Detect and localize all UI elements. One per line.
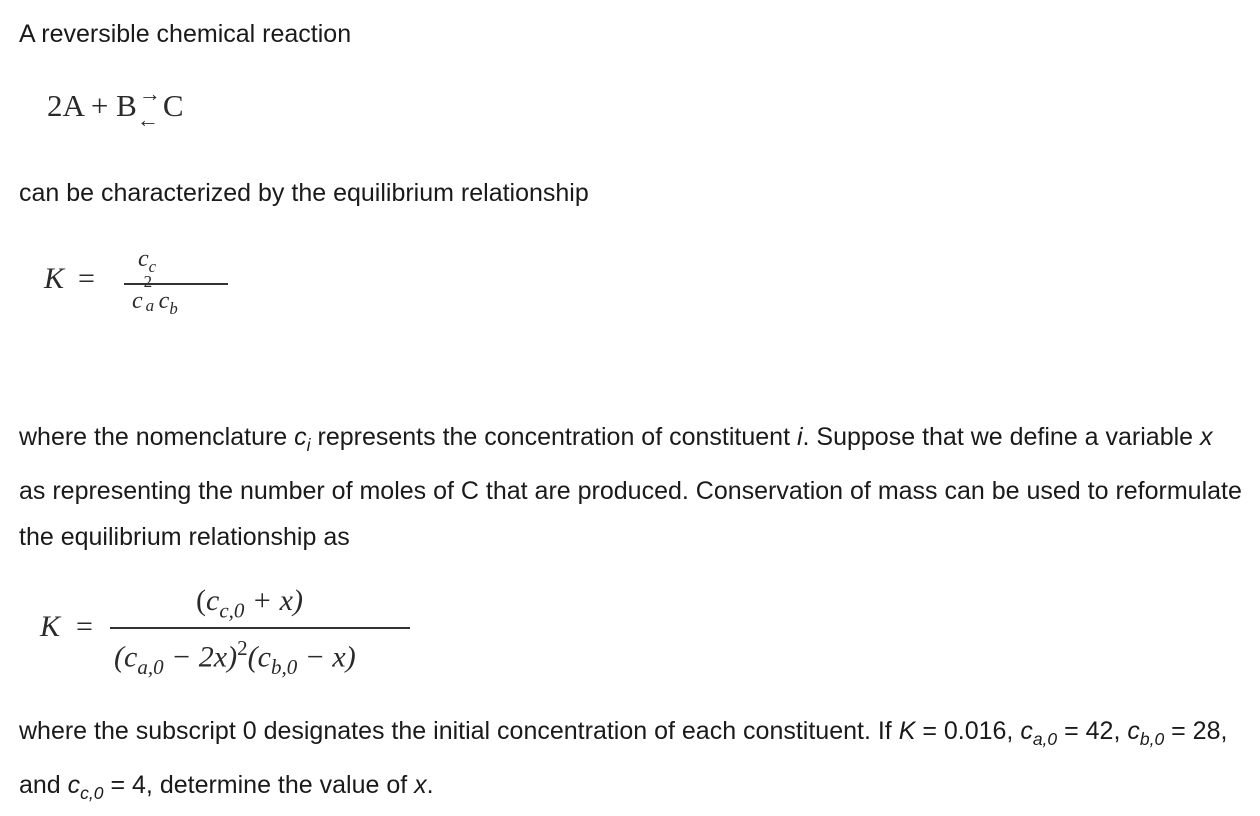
equilibrium-text: can be characterized by the equilibrium relationship bbox=[19, 179, 589, 207]
eq1-denominator: c 2 a $c_b$ bbox=[132, 272, 178, 318]
equilibrium-equation bbox=[44, 240, 204, 340]
eq2-denominator: $(c_{a,0} - 2x)^2(c_{b,0} - x)$ bbox=[114, 636, 356, 679]
nomenclature-text: where the nomenclature $c_i$ represents the concentration of constituent i. Suppose that we define a variable x as representing the number of moles of C that are produced. Conservation of mass can be used to reformulate the equilibrium relationship as bbox=[19, 423, 1242, 552]
reaction-lhs: 2A + B bbox=[47, 88, 137, 123]
reaction-equation bbox=[47, 81, 184, 132]
eq2-numerator: $(c_{c,0} + x)$ bbox=[196, 584, 303, 623]
eq1-numerator: $c_c$ bbox=[138, 246, 157, 276]
eq2-fraction-line bbox=[110, 627, 410, 629]
arrow-right: → bbox=[138, 81, 161, 106]
arrow-left: ← bbox=[136, 107, 159, 132]
eq1-fraction-line bbox=[124, 283, 228, 285]
reaction-rhs: C bbox=[162, 88, 184, 123]
eq1-k: K bbox=[44, 262, 65, 295]
eq2-equals: = bbox=[76, 610, 93, 643]
intro-text: A reversible chemical reaction bbox=[19, 20, 352, 48]
eq2-k: K bbox=[40, 610, 61, 643]
reversible-arrow-icon bbox=[136, 81, 163, 132]
question-text: where the subscript 0 designates the initial concentration of each constituent. If K = 0.016, $c_{a,0} = 42$, $c_{b,0} = 28$, and $c_{c,0} = 4$, determine the value of x. bbox=[19, 717, 1228, 804]
reformulated-equation bbox=[40, 580, 420, 690]
eq1-equals: = bbox=[78, 262, 95, 295]
